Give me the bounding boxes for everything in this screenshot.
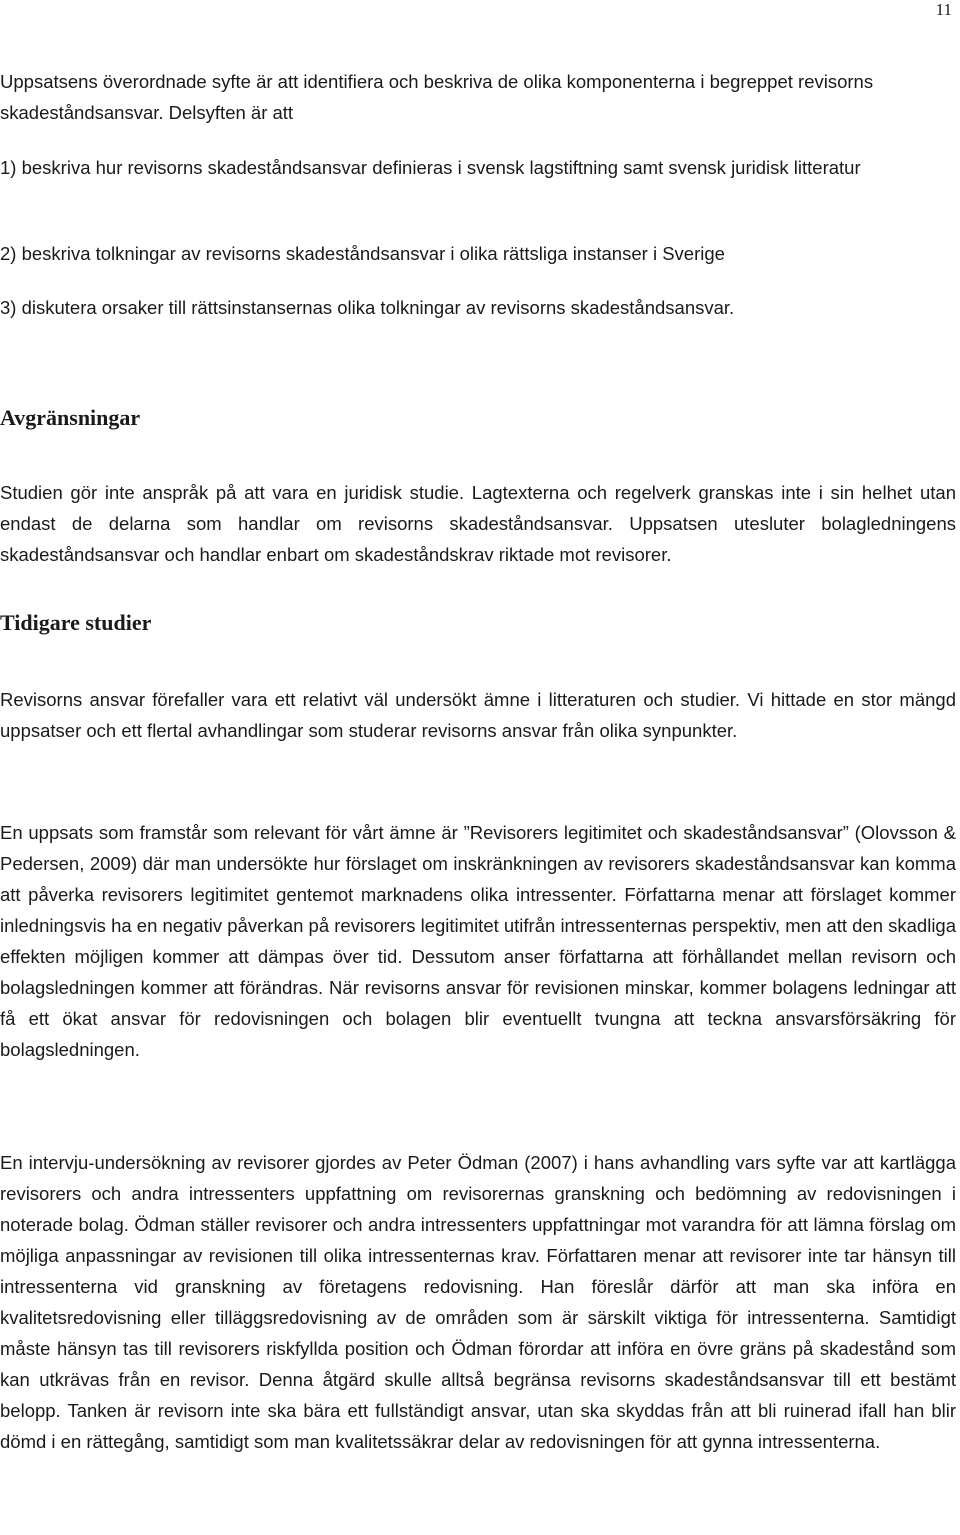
delimitations-heading: Avgränsningar	[0, 405, 141, 430]
previous-studies-heading: Tidigare studier	[0, 610, 152, 635]
purpose-item-2: 2) beskriva tolkningar av revisorns skadeståndsansvar i olika rättsliga instanser i Sverige	[0, 243, 725, 264]
delimitations-paragraph: Studien gör inte anspråk på att vara en juridisk studie. Lagtexterna och regelverk granskas inte i sin helhet utan endast de delarna som handlar om revisorns skadeståndsansvar. Uppsatsen utesluter bolagledningens skadeståndsansvar och handlar enbart om skadeståndskrav riktade mot revisorer.	[0, 482, 956, 565]
purpose-item-1: 1) beskriva hur revisorns skadeståndsansvar definieras i svensk lagstiftning samt svensk juridisk litteratur	[0, 157, 861, 178]
purpose-intro-paragraph: Uppsatsens överordnade syfte är att identifiera och beskriva de olika komponenterna i begreppet revisorns skadeståndsansvar. Delsyften är att	[0, 71, 874, 123]
previous-studies-paragraph-1: Revisorns ansvar förefaller vara ett relativt väl undersökt ämne i litteraturen och studier. Vi hittade en stor mängd uppsatser och ett flertal avhandlingar som studerar revisorns ansvar från olika synpunkter.	[0, 689, 956, 741]
purpose-item-3: 3) diskutera orsaker till rättsinstansernas olika tolkningar av revisorns skadeståndsansvar.	[0, 297, 735, 318]
previous-studies-paragraph-2: En uppsats som framstår som relevant för vårt ämne är ”Revisorers legitimitet och skadeståndsansvar” (Olovsson & Pedersen, 2009) där man undersökte hur förslaget om inskränkningen av revisorers skadeståndsansvar kan komma att påverka revisorers legitimitet gentemot marknadens olika intressenter. Författarna menar att förslaget kommer inledningsvis ha en negativ påverkan på revisorers legitimitet utifrån intressenternas perspektiv, men att den skadliga effekten möjligen kommer att dämpas över tid. Dessutom anser författarna att förhållandet mellan revisorn och bolagsledningen kommer att förändras. När revisorns ansvar för revisionen minskar, kommer bolagens ledningar att få ett ökat ansvar för redovisningen och bolagen blir eventuellt tvungna att teckna ansvarsförsäkring för bolagsledningen.	[0, 822, 957, 1060]
previous-studies-paragraph-3: En intervju-undersökning av revisorer gjordes av Peter Ödman (2007) i hans avhandling vars syfte var att kartlägga revisorers och andra intressenters uppfattning om revisorernas granskning och bedömning av redovisningen i noterade bolag. Ödman ställer revisorer och andra intressenters uppfattningar mot varandra för att lämna förslag om möjliga anpassningar av revisionen till olika intressenternas krav. Författaren menar att revisorer inte tar hänsyn till intressenterna vid granskning av företagens redovisning. Han föreslår därför att man ska införa en kvalitetsredovisning eller tilläggsredovisning av de områden som är särskilt viktiga för intressenterna. Samtidigt måste hänsyn tas till revisorers riskfyllda position och Ödman förordar att införa en övre gräns på skadestånd som kan utkrävas från en revisor. Denna åtgärd skulle alltså begränsa revisorns skadeståndsansvar till ett bestämt belopp. Tanken är revisorn inte ska bära ett fullständigt ansvar, utan ska skyddas från att bli ruinerad ifall han blir dömd i en rättegång, samtidigt som man kvalitetssäkrar delar av redovisningen för att gynna intressenterna.	[0, 1152, 956, 1452]
page-number: 11	[935, 0, 952, 19]
